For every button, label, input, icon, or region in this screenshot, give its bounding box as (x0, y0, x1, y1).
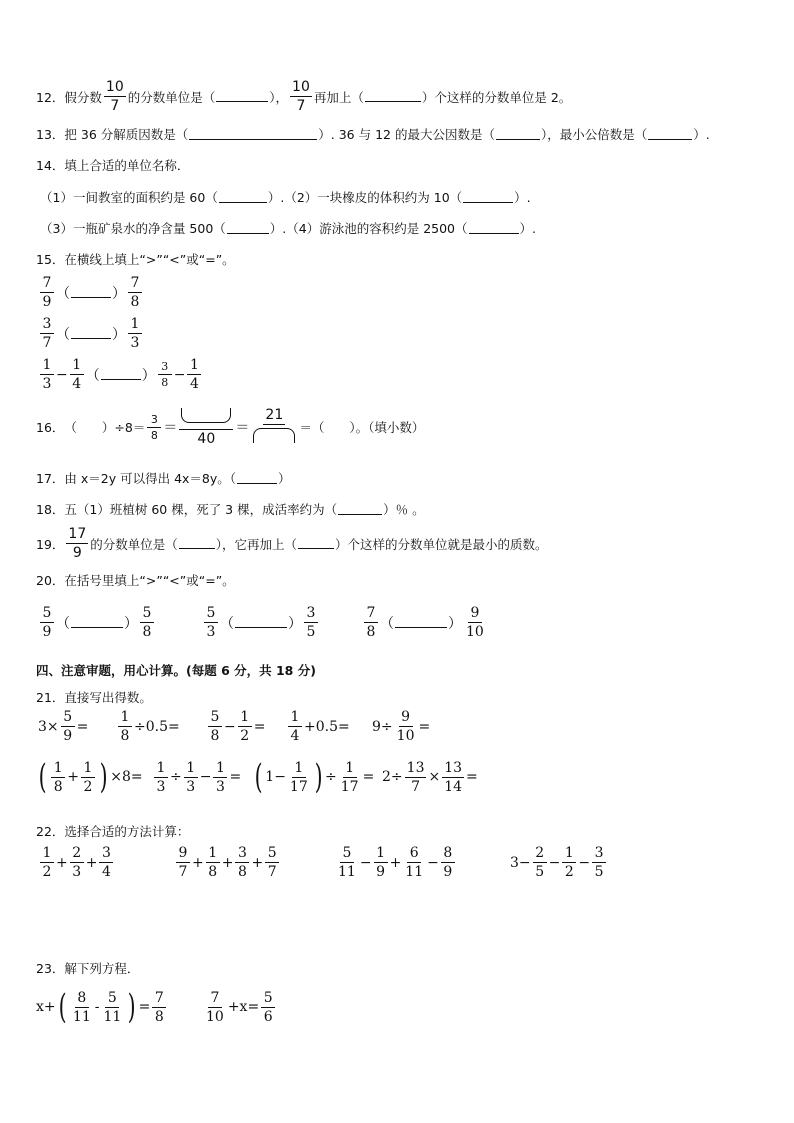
answer-blank[interactable] (395, 617, 447, 628)
answer-blank[interactable] (463, 192, 513, 203)
answer-blank[interactable] (101, 369, 141, 380)
equation-2: $\frac{7}{10}$ +x= $\frac{5}{6}$ (202, 991, 277, 1024)
fraction-21-blank: 21 (251, 408, 297, 446)
answer-blank[interactable] (181, 408, 231, 423)
answer-blank[interactable] (253, 428, 295, 443)
expr: $\frac{1}{8}$ ÷ 0.5 = (116, 710, 206, 743)
question-22-row (38, 846, 608, 879)
fraction: $\frac{1}{3}$ (40, 358, 54, 391)
question-16: 16． （ ）÷8＝ $\frac{3}{8}$ ＝ 40 ＝ 21 ＝（ ）。（填小数） (36, 407, 425, 447)
fraction: $\frac{3}{8}$ (158, 361, 172, 388)
expr: $\frac{1}{4}$ + 0.5 = (286, 710, 372, 743)
fraction: $\frac{1}{4}$ (70, 358, 84, 391)
expr: $\frac{1}{3}$ ÷ $\frac{1}{3}$ − $\frac{1}{3}$ = (152, 761, 252, 794)
question-18: 18． 五（1）班植树 60 棵，死了 3 棵，成活率约为（ ）％ 。 (36, 502, 425, 517)
expr: 2 ÷ $\frac{13}{7}$ × $\frac{13}{14}$ = (382, 759, 478, 795)
question-15-item-3: $\frac{1}{3}$ − $\frac{1}{4}$ （ ） $\frac{3}{8}$ − $\frac{1}{4}$ (38, 358, 203, 391)
fraction-10-7: $\frac{10}{7}$ (292, 79, 310, 114)
fraction: $\frac{3}{7}$ (40, 317, 54, 350)
section-title: 四、注意审题，用心计算。(每题 6 分，共 18 分) (36, 663, 316, 678)
fraction-17-9: $\frac{17}{9}$ (68, 526, 87, 561)
compare-item-3: $\frac{7}{8}$ （ ） $\frac{9}{10}$ (362, 606, 488, 639)
question-15-item-2: $\frac{3}{7}$ （ ） $\frac{1}{3}$ (38, 317, 144, 350)
expr: 3 − $\frac{2}{5}$ − $\frac{1}{2}$ − $\frac{3}{5}$ (510, 846, 608, 879)
question-19: 19． $\frac{17}{9}$ 的分数单位是（ ），它再加上（ ）个这样的分数单位就是最小的质数。 (36, 526, 548, 561)
compare-item-1: $\frac{5}{9}$ （ ） $\frac{5}{8}$ (38, 606, 198, 639)
answer-blank[interactable] (338, 504, 382, 515)
answer-blank[interactable] (648, 129, 692, 140)
question-20-items (38, 606, 488, 639)
answer-blank[interactable] (227, 223, 269, 234)
answer-blank[interactable] (237, 473, 277, 484)
expr: 9 ÷ $\frac{9}{10}$ = (372, 709, 431, 744)
question-21-row-1 (38, 710, 430, 743)
question-22: 22． 选择合适的方法计算： (36, 824, 190, 839)
fraction-10-7: $\frac{10}{7}$ (105, 79, 124, 114)
equation-1: x+ ( $\frac{8}{11}$ - $\frac{5}{11}$ ) = $\frac{7}{8}$ (36, 990, 202, 1024)
answer-blank[interactable] (365, 91, 421, 102)
question-14-part-1: （1）一间教室的面积约是 60（ ）.（2）一块橡皮的体积约为 10（ ）. (40, 190, 531, 205)
question-17: 17． 由 x＝2y 可以得出 4x＝8y。（ ） (36, 471, 291, 486)
question-21: 21． 直接写出得数。 (36, 690, 152, 705)
answer-blank[interactable] (298, 538, 334, 549)
fraction-3-8: $\frac{3}{8}$ (147, 414, 161, 441)
question-15: 15． 在横线上填上“>”“<”或“=”。 (36, 252, 235, 267)
fraction: $\frac{7}{9}$ (40, 276, 54, 309)
expr: ( $\frac{1}{8}$ + $\frac{1}{2}$ ) × 8 = (38, 757, 143, 797)
answer-blank[interactable] (71, 287, 111, 298)
question-15-item-1: $\frac{7}{9}$ （ ） $\frac{7}{8}$ (38, 276, 144, 309)
question-20: 20． 在括号里填上“>”“<”或“=”。 (36, 573, 235, 588)
expr: $\frac{5}{11}$ − $\frac{1}{9}$ + $\frac{6}{11}$ − $\frac{8}{9}$ (334, 846, 510, 879)
question-14: 14． 填上合适的单位名称． (36, 158, 190, 173)
expr: 3 × $\frac{5}{9}$ = (38, 709, 89, 744)
fraction: $\frac{1}{4}$ (187, 358, 201, 391)
answer-blank[interactable] (179, 538, 215, 549)
answer-blank[interactable] (469, 223, 519, 234)
expr: $\frac{1}{2}$ + $\frac{2}{3}$ + $\frac{3}{4}$ (38, 846, 174, 879)
question-number: 12． (36, 89, 65, 105)
question-13: 13． 把 36 分解质因数是（ ）. 36 与 12 的最大公因数是（ ），最小公倍数是（ ）. (36, 127, 710, 142)
answer-blank[interactable] (219, 192, 267, 203)
fraction: $\frac{7}{8}$ (128, 276, 142, 309)
answer-blank[interactable] (189, 129, 317, 140)
question-21-row-2 (36, 757, 478, 797)
question-23: 23． 解下列方程． (36, 961, 140, 976)
fraction-blank-40: 40 (179, 408, 233, 446)
answer-blank[interactable] (496, 129, 540, 140)
fraction: $\frac{1}{3}$ (128, 317, 142, 350)
expr: $\frac{9}{7}$ + $\frac{1}{8}$ + $\frac{3}{8}$ + $\frac{5}{7}$ (174, 846, 334, 879)
answer-blank[interactable] (71, 328, 111, 339)
expr: $\frac{5}{8}$ − $\frac{1}{2}$ = (206, 710, 286, 743)
question-23-row (36, 987, 277, 1027)
answer-blank[interactable] (216, 91, 268, 102)
question-12: 12． 假分数 $\frac{10}{7}$ 的分数单位是（ ）， $\frac{10}{7}$ 再加上（ ）个这样的分数单位是 2。 (36, 79, 572, 114)
question-14-part-2: （3）一瓶矿泉水的净含量 500（ ）.（4）游泳池的容积约是 2500（ ）. (40, 221, 536, 236)
expr: ( 1 − $\frac{1}{17}$ ) ÷ $\frac{1}{17}$ = (254, 757, 375, 797)
answer-blank[interactable] (235, 617, 287, 628)
compare-item-2: $\frac{5}{3}$ （ ） $\frac{3}{5}$ (202, 606, 358, 639)
answer-blank[interactable] (71, 617, 123, 628)
